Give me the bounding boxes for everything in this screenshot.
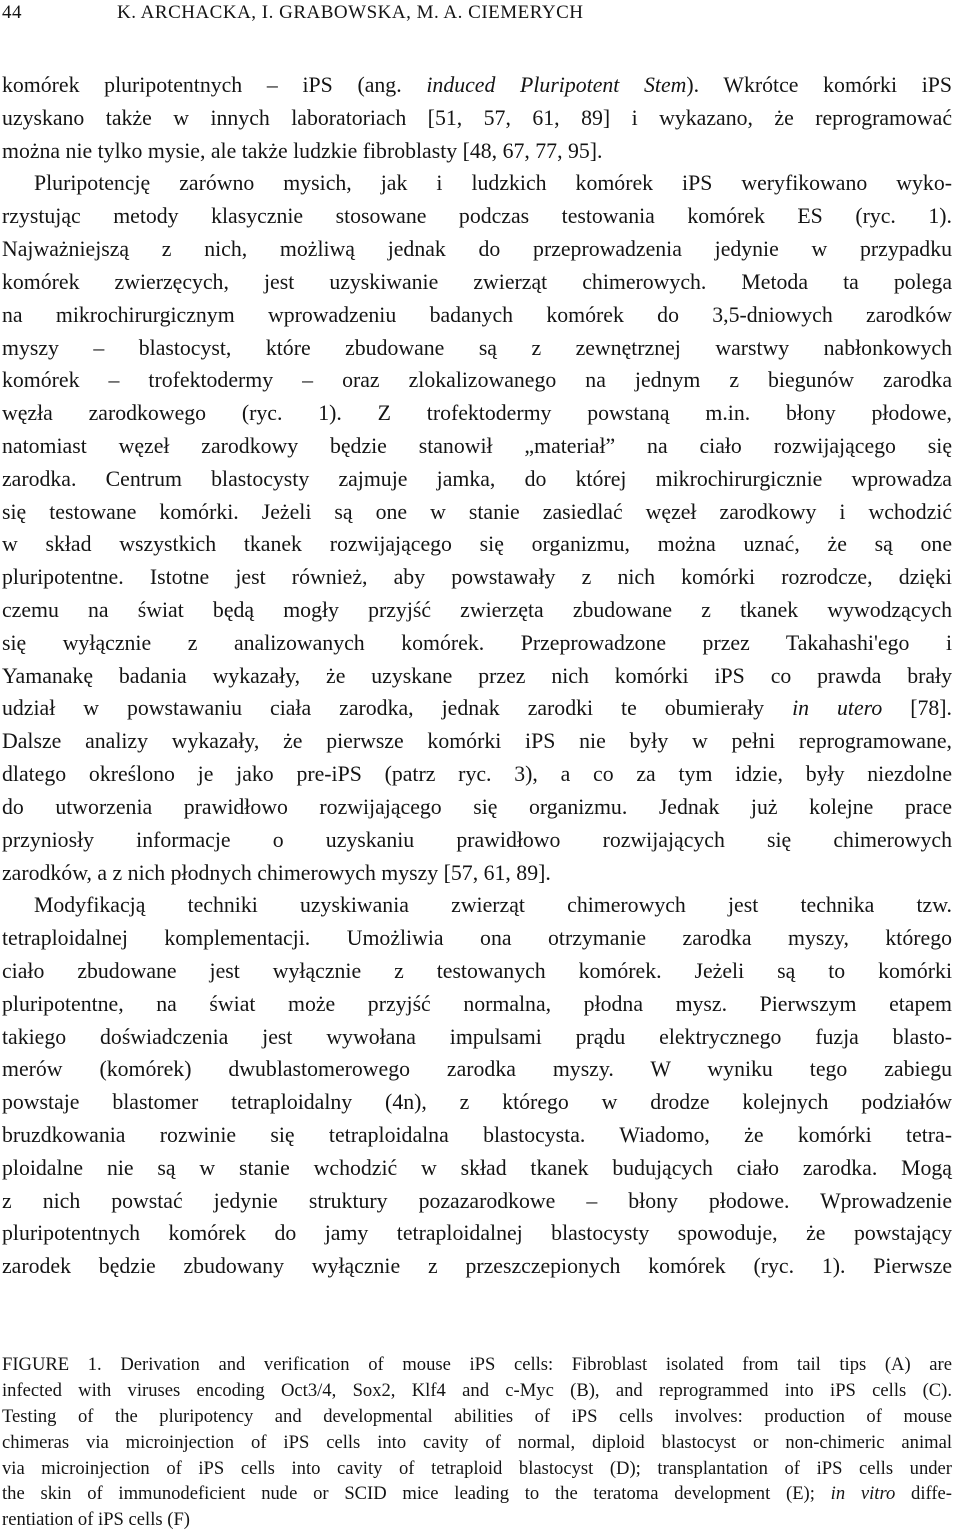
body-text-line — [2, 1053, 952, 1086]
caption-line — [2, 1430, 952, 1456]
body-text-line — [2, 627, 952, 660]
body-text-line — [2, 496, 952, 529]
body-text-line — [2, 988, 952, 1021]
text-segment: bruzdkowania rozwinie się tetraploidalna blastocysta. Wiadomo, że komórki tetra- — [2, 1123, 952, 1147]
figure-caption — [2, 1352, 952, 1533]
text-segment: z nich powstać jedynie struktury pozazarodkowe – błony płodowe. Wprowadzenie — [2, 1188, 952, 1213]
text-segment: [78]. — [882, 696, 952, 721]
body-text-line — [2, 857, 952, 890]
body-text-line — [2, 332, 952, 365]
text-segment: tetraploidalnej komplementacji. Umożliwia ona otrzymanie zarodka myszy, którego — [2, 926, 952, 951]
caption-line — [2, 1456, 952, 1482]
body-text-line — [2, 561, 952, 594]
text-segment: pluripotentne. Istotne jest również, aby powstawały z nich komórki rozrodcze, dzięki — [2, 565, 952, 590]
italic-term: in vitro — [830, 1483, 896, 1505]
text-segment: Najważniejszą z nich, możliwą jednak do przeprowadzenia jedynie w przypadku — [2, 237, 952, 262]
body-text-line — [2, 200, 952, 233]
text-segment: Dalsze analizy wykazały, że pierwsze komórki iPS nie były w pełni reprogramowane, — [2, 729, 952, 754]
body-text-line — [2, 889, 952, 922]
body-text — [2, 69, 952, 1283]
body-text-line — [2, 528, 952, 561]
text-segment: w skład wszystkich tkanek rozwijającego się organizmu, można uznać, że są one — [2, 532, 952, 557]
text-segment: Yamanakę badania wykazały, że uzyskane przez nich komórki iPS co prawda brały — [2, 663, 952, 688]
text-segment: Testing of the pluripotency and developmental abilities of iPS cells involves: production of mouse — [2, 1405, 952, 1427]
running-header-authors: K. ARCHACKA, I. GRABOWSKA, M. A. CIEMERYCH — [117, 2, 584, 23]
text-segment: komórek – trofektodermy – oraz zlokalizowanego na jednym z biegunów zarodka — [2, 368, 952, 393]
body-text-line — [2, 922, 952, 955]
text-segment: diffe- — [895, 1483, 952, 1505]
body-text-line — [2, 1217, 952, 1250]
text-segment: zarodka. Centrum blastocysty zajmuje jamka, do której mikrochirurgicznie wprowadza — [2, 466, 952, 491]
body-text-line — [2, 824, 952, 857]
caption-line — [2, 1352, 952, 1378]
text-segment: zarodek będzie zbudowany wyłącznie z przeszczepionych komórek (ryc. 1). Pierwsze — [2, 1254, 952, 1279]
text-segment: chimeras via microinjection of iPS cells into cavity of normal, diploid blastocyst or non-chimeric animal — [2, 1431, 952, 1453]
text-segment: czemu na świat będą mogły przyjść zwierzęta zbudowane z tkanek wywodzących — [2, 598, 952, 622]
italic-term: in utero — [792, 696, 883, 721]
text-segment: pluripotentne, na świat może przyjść normalna, płodna mysz. Pierwszym etapem — [2, 991, 952, 1016]
caption-line — [2, 1378, 952, 1404]
body-text-line — [2, 430, 952, 463]
body-text-line — [2, 1152, 952, 1185]
text-segment: FIGURE 1. Derivation and verification of mouse iPS cells: Fibroblast isolated from tail tips (A) are — [2, 1354, 952, 1375]
body-text-line — [2, 463, 952, 496]
text-segment: rzystując metody klasycznie stosowane podczas testowania komórek ES (ryc. 1). — [2, 204, 952, 229]
text-segment: powstaje blastomer tetraploidalny (4n), z którego w drodze kolejnych podziałów — [2, 1090, 952, 1115]
text-segment: przyniosły informacje o uzyskaniu prawidłowo rozwijających się chimerowych — [2, 827, 952, 852]
caption-line — [2, 1404, 952, 1430]
text-segment: się wyłącznie z analizowanych komórek. Przeprowadzone przez Takahashi'ego i — [2, 630, 952, 655]
body-text-line — [2, 1250, 952, 1283]
text-segment: Pluripotencję zarówno mysich, jak i ludzkich komórek iPS weryfikowano wyko- — [34, 171, 952, 196]
body-text-line — [2, 364, 952, 397]
running-header — [0, 0, 960, 30]
body-text-line — [2, 594, 952, 627]
text-segment: the skin of immunodeficient nude or SCID mice leading to the teratoma development (E); — [2, 1483, 831, 1505]
text-segment: takiego doświadczenia jest wywołana impulsami prądu elektrycznego fuzja blasto- — [2, 1024, 952, 1049]
text-segment: węzła zarodkowego (ryc. 1). Z trofektodermy powstaną m.in. błony płodowe, — [2, 401, 952, 426]
text-segment: ploidalne nie są w stanie wchodzić w skład tkanek budujących ciało zarodka. Mogą — [2, 1155, 952, 1180]
caption-line — [2, 1507, 952, 1533]
body-text-line — [2, 1185, 952, 1218]
body-text-line — [2, 233, 952, 266]
body-text-line — [2, 299, 952, 332]
text-segment: natomiast węzeł zarodkowy będzie stanowił „materiał” na ciało rozwijającego się — [2, 433, 952, 458]
body-text-line — [2, 955, 952, 988]
text-segment: się testowane komórki. Jeżeli są one w stanie zasiedlać węzeł zarodkowy i wchodzić — [2, 499, 952, 524]
body-text-line — [2, 102, 952, 135]
caption-line — [2, 1481, 952, 1507]
text-segment: merów (komórek) dwublastomerowego zarodka myszy. W wyniku tego zabiegu — [2, 1057, 952, 1082]
text-segment: udział w powstawaniu ciała zarodka, jednak zarodki te obumierały — [2, 696, 793, 721]
text-segment: infected with viruses encoding Oct3/4, Sox2, Klf4 and c-Myc (B), and reprogrammed into iPS cells (C). — [2, 1379, 952, 1401]
text-segment: via microinjection of iPS cells into cavity of tetraploid blastocyst (D); transplantation of iPS cells under — [2, 1457, 952, 1479]
text-segment: ). Wkrótce komórki iPS — [686, 73, 953, 97]
body-text-line — [2, 135, 952, 168]
text-segment: zarodków, a z nich płodnych chimerowych myszy [57, 61, 89]. — [2, 860, 551, 885]
italic-term: induced Pluripotent Stem — [426, 73, 687, 97]
text-segment: pluripotentnych komórek do jamy tetraploidalnej blastocysty spowoduje, że powstający — [2, 1221, 952, 1246]
text-segment: uzyskano także w innych laboratoriach [51, 57, 61, 89] i wykazano, że reprogramować — [2, 105, 952, 130]
body-text-line — [2, 1086, 952, 1119]
body-text-line — [2, 660, 952, 693]
text-segment: rentiation of iPS cells (F) — [2, 1509, 190, 1531]
text-segment: dlatego określono je jako pre-iPS (patrz ryc. 3), a co za tym idzie, były niezdolne — [2, 762, 952, 787]
body-text-line — [2, 397, 952, 430]
body-text-line — [2, 758, 952, 791]
body-text-line — [2, 69, 952, 102]
text-segment: do utworzenia prawidłowo rozwijającego się organizmu. Jednak już kolejne prace — [2, 794, 952, 819]
body-text-line — [2, 1021, 952, 1054]
body-text-line — [2, 692, 952, 725]
text-segment: można nie tylko mysie, ale także ludzkie fibroblasty [48, 67, 77, 95]. — [2, 138, 603, 163]
body-text-line — [2, 266, 952, 299]
text-segment: komórek zwierzęcych, jest uzyskiwanie zwierząt chimerowych. Metoda ta polega — [2, 269, 952, 294]
body-text-line — [2, 791, 952, 824]
body-text-line — [2, 725, 952, 758]
text-segment: myszy – blastocyst, które zbudowane są z zewnętrznej warstwy nabłonkowych — [2, 335, 952, 360]
page-number: 44 — [2, 2, 22, 23]
text-segment: Modyfikacją techniki uzyskiwania zwierząt chimerowych jest technika tzw. — [34, 893, 952, 918]
text-segment: ciało zbudowane jest wyłącznie z testowanych komórek. Jeżeli są to komórki — [2, 958, 952, 983]
text-segment: komórek pluripotentnych – iPS (ang. — [2, 73, 427, 97]
text-segment: na mikrochirurgicznym wprowadzeniu badanych komórek do 3,5-dniowych zarodków — [2, 302, 952, 327]
body-text-line — [2, 167, 952, 200]
body-text-line — [2, 1119, 952, 1152]
